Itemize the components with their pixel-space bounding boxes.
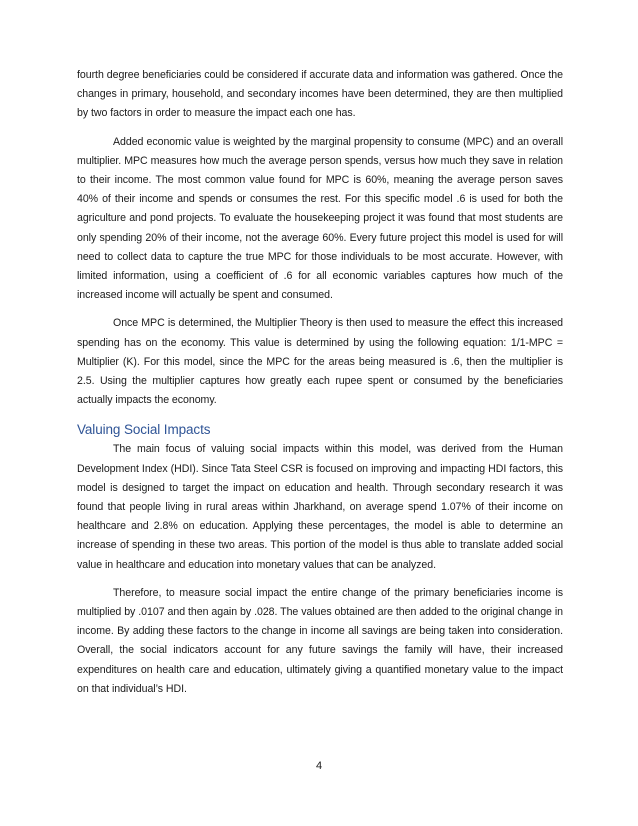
- body-paragraph: The main focus of valuing social impacts within this model, was derived from the Human Development Index (HDI). Since Tata Steel CSR is focused on improving and impacting HDI factors, this model is designed to target the impact on education and health. Through secondary research it was found that people living in rural areas within Jharkhand, on average spend 1.07% of their income on healthcare and 2.8% on education. Applying these percentages, the model is able to determine an increase of spending in these two areas. This portion of the model is thus able to translate added social value in healthcare and education into monetary values that can be analyzed.: [77, 443, 563, 571]
- page-number: 4: [315, 760, 323, 772]
- page-body: [77, 66, 563, 699]
- body-paragraph: Added economic value is weighted by the marginal propensity to consume (MPC) and an overall multiplier. MPC measures how much the average person spends, versus how much they save in relation to their income. The most common value found for MPC is 60%, meaning the average person saves 40% of their income and spends or consumes the rest. For this specific model .6 is used for both the agriculture and pond projects. To evaluate the housekeeping project it was found that most students are only spending 20% of their income, not the average 60%. Every future project this model is used for will need to collect data to capture the true MPC for those individuals to be most accurate. However, with limited information, using a coefficient of .6 for all economic variables captures how much of the increased income will actually be spent and consumed.: [77, 135, 563, 302]
- section-heading: Valuing Social Impacts: [77, 422, 211, 438]
- body-paragraph: fourth degree beneficiaries could be considered if accurate data and information was gathered. Once the changes in primary, household, and secondary incomes have been determined, they are then multiplied by two factors in order to measure the impact each one has.: [77, 69, 563, 120]
- body-paragraph: Once MPC is determined, the Multiplier Theory is then used to measure the effect this increased spending has on the economy. This value is determined by using the following equation: 1/1-MPC = Multiplier (K). For this model, since the MPC for the areas being measured is .6, then the multiplier is 2.5. Using the multiplier captures how greatly each rupee spent or consumed by the beneficiaries actually impacts the economy.: [77, 317, 563, 407]
- body-paragraph: Therefore, to measure social impact the entire change of the primary beneficiaries income is multiplied by .0107 and then again by .028. The values obtained are then added to the original change in income. By adding these factors to the change in income all savings are being taken into consideration. Overall, the social indicators account for any future savings the family will have, their increased expenditures on health care and education, ultimately giving a quantified monetary value to the impact on that individual’s HDI.: [77, 586, 563, 695]
